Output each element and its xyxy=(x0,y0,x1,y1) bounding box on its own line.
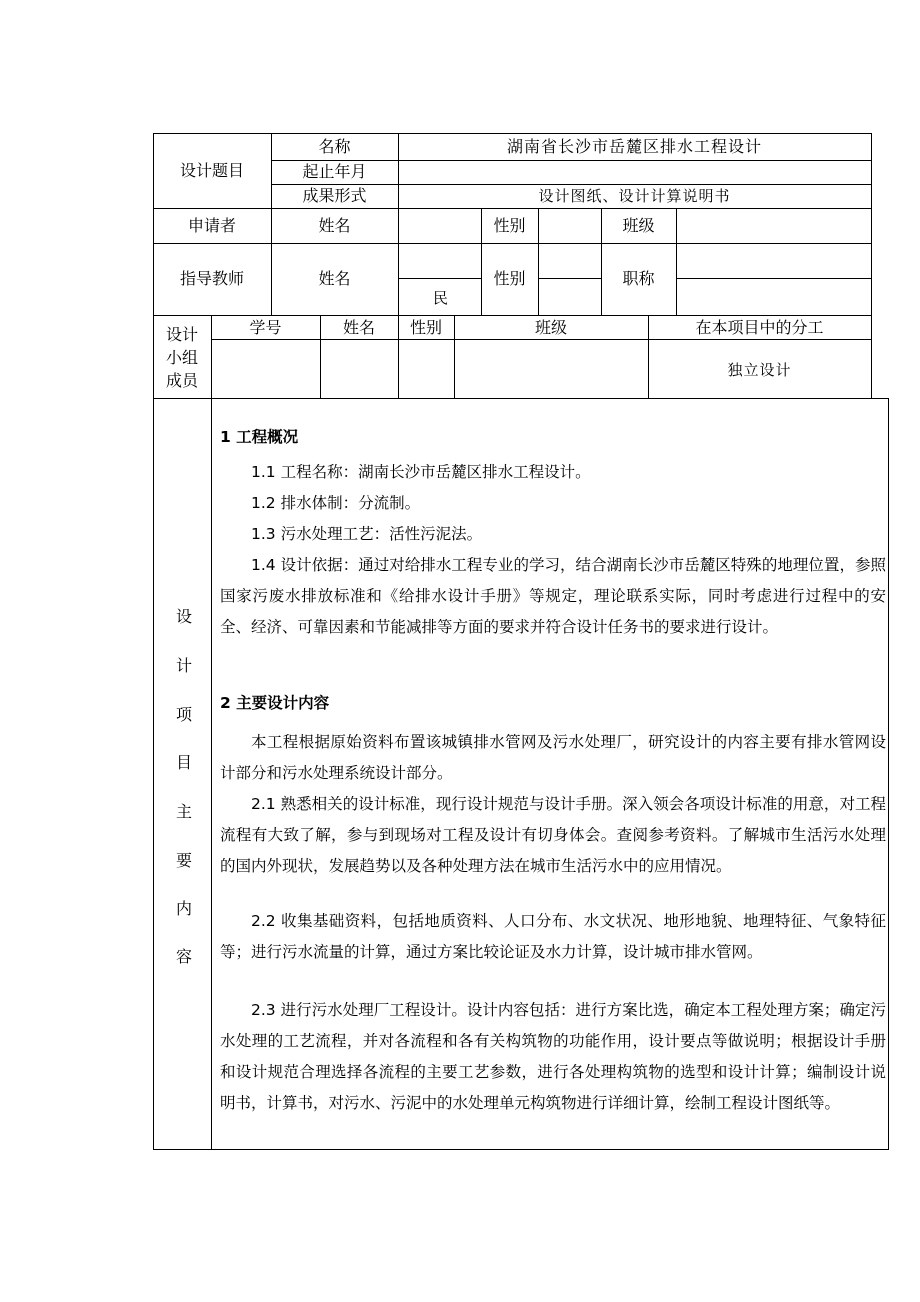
paragraph-2-intro: 本工程根据原始资料布置该城镇排水管网及污水处理厂，研究设计的内容主要有排水管网设计部分和污水处理系统设计部分。 xyxy=(220,733,886,782)
output-value: 设计图纸、设计计算说明书 xyxy=(538,187,731,205)
group-header-class: 班级 xyxy=(534,318,567,337)
paragraph-1-1: 1.1 工程名称：湖南长沙市岳麓区排水工程设计。 xyxy=(251,463,591,481)
name-label: 名称 xyxy=(318,137,351,156)
topic-label: 设计题目 xyxy=(179,161,244,180)
paragraph-2-1: 2.1 熟悉相关的设计标准，现行设计规范与设计手册。深入领会各项设计标准的用意，对工程流程有大致了解，参与到现场对工程及设计有切身体会。查阅参考资料。了解城市生活污水处理的国内外现状，发展趋势以及各种处理方法在城市生活污水中的应用情况。 xyxy=(220,795,886,875)
group-header-gender: 性别 xyxy=(409,318,442,337)
applicant-label: 申请者 xyxy=(187,216,236,235)
group-header-name: 姓名 xyxy=(342,318,375,337)
group-role-value: 独立设计 xyxy=(727,361,792,379)
period-label: 起止年月 xyxy=(302,162,367,181)
project-name-value: 湖南省长沙市岳麓区排水工程设计 xyxy=(506,137,762,156)
advisor-gender-label: 性别 xyxy=(493,269,526,288)
paragraph-1-3: 1.3 污水处理工艺：活性污泥法。 xyxy=(251,525,483,543)
output-label: 成果形式 xyxy=(302,186,367,205)
paragraph-1-2: 1.2 排水体制：分流制。 xyxy=(251,494,421,512)
paragraph-2-3: 2.3 进行污水处理厂工程设计。设计内容包括：进行方案比选，确定本工程处理方案；确定污水处理的工艺流程，并对各流程和各有关构筑物的功能作用，设计要点等做说明；根据设计手册和设计规范合理选择各流程的主要工艺参数，进行各处理构筑物的选型和设计计算；编制设计说明书，计算书，对污水、污泥中的水处理单元构筑物进行详细计算，绘制工程设计图纸等。 xyxy=(220,1001,886,1112)
paragraph-1-4: 1.4 设计依据：通过对给排水工程专业的学习，结合湖南长沙市岳麓区特殊的地理位置，参照国家污废水排放标准和《给排水设计手册》等规定，理论联系实际，同时考虑进行过程中的安全、经济、可靠因素和节能减排等方面的要求并符合设计任务书的要求进行设计。 xyxy=(220,556,886,636)
advisor-title-label: 职称 xyxy=(622,269,655,288)
paragraph-2-2: 2.2 收集基础资料，包括地质资料、人口分布、水文状况、地形地貌、地理特征、气象特征等；进行污水流量的计算，通过方案比较论证及水力计算，设计城市排水管网。 xyxy=(220,912,886,961)
applicant-gender-label: 性别 xyxy=(493,216,526,235)
applicant-class-label: 班级 xyxy=(622,216,655,235)
group-header-id: 学号 xyxy=(249,318,282,337)
group-header-role: 在本项目中的分工 xyxy=(695,318,824,337)
advisor-label: 指导教师 xyxy=(179,269,244,288)
advisor-name-fragment: 民 xyxy=(433,289,449,307)
advisor-name-label: 姓名 xyxy=(318,269,351,288)
applicant-name-label: 姓名 xyxy=(318,216,351,235)
section-1-title: 1 工程概况 xyxy=(220,428,299,446)
section-2-title: 2 主要设计内容 xyxy=(220,694,330,712)
